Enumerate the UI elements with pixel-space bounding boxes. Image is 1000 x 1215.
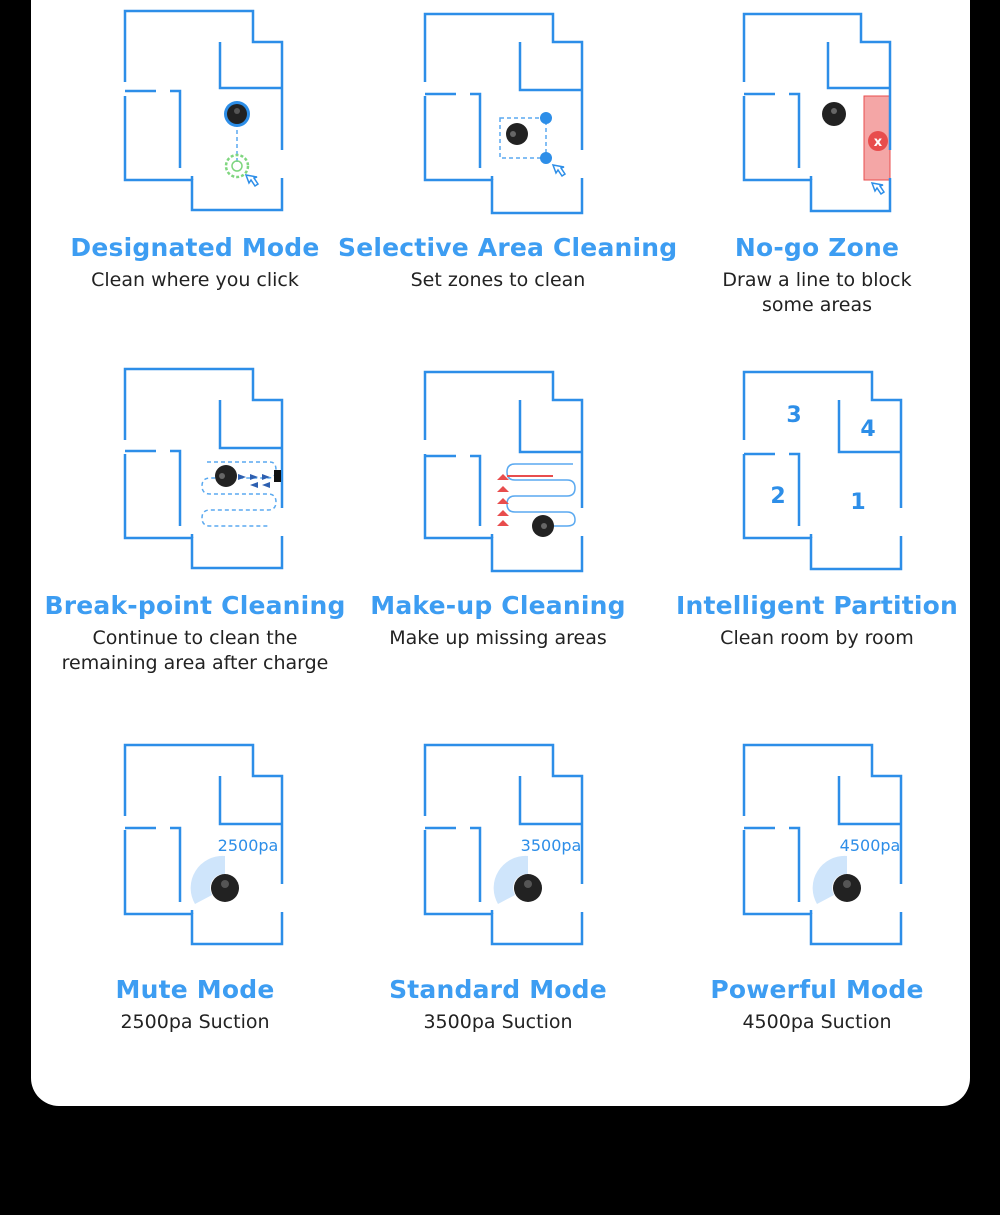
feature-make-up-cleaning [338, 366, 658, 651]
feature-desc: Draw a line to block some areas [722, 269, 912, 316]
intelligent-partition-map-icon [732, 366, 902, 571]
mute-mode-map-icon [110, 742, 280, 947]
feature-title: Mute Mode [115, 975, 275, 1004]
feature-title: Standard Mode [389, 975, 607, 1004]
feature-standard-mode [338, 742, 658, 1035]
feature-desc: Continue to clean the remaining area after charge [61, 627, 329, 674]
feature-mute-mode [35, 742, 355, 1035]
room-number: 1 [850, 490, 866, 515]
feature-desc: Clean where you click [91, 269, 299, 291]
room-number: 2 [770, 484, 786, 509]
break-point-map-icon [110, 366, 280, 571]
feature-desc: Make up missing areas [389, 627, 607, 649]
suction-label: 4500pa [839, 836, 901, 855]
svg-text:x: x [873, 135, 883, 150]
room-number: 3 [786, 403, 802, 428]
feature-title: Designated Mode [70, 233, 320, 262]
feature-break-point-cleaning [35, 366, 355, 676]
selective-area-map-icon [413, 8, 583, 213]
feature-desc: Clean room by room [720, 627, 914, 649]
standard-mode-map-icon [413, 742, 583, 947]
feature-no-go-zone [657, 8, 977, 318]
feature-title: Powerful Mode [710, 975, 924, 1004]
feature-title: Make-up Cleaning [370, 591, 626, 620]
feature-title: Break-point Cleaning [44, 591, 346, 620]
feature-desc: 2500pa Suction [120, 1011, 270, 1033]
feature-powerful-mode [657, 742, 977, 1035]
powerful-mode-map-icon [732, 742, 902, 947]
room-number: 4 [860, 417, 876, 442]
suction-label: 2500pa [217, 836, 279, 855]
designated-mode-map-icon [110, 8, 280, 213]
suction-label: 3500pa [520, 836, 582, 855]
feature-intelligent-partition [657, 366, 977, 651]
feature-title: Intelligent Partition [675, 591, 959, 620]
feature-title: No-go Zone [734, 233, 900, 262]
feature-selective-area-cleaning [338, 8, 678, 293]
feature-title: Selective Area Cleaning [338, 233, 678, 262]
feature-desc: 3500pa Suction [423, 1011, 573, 1033]
feature-desc: 4500pa Suction [742, 1011, 892, 1033]
feature-desc: Set zones to clean [410, 269, 586, 291]
feature-designated-mode [35, 8, 355, 293]
make-up-map-icon [413, 366, 583, 571]
no-go-zone-map-icon [732, 8, 902, 213]
